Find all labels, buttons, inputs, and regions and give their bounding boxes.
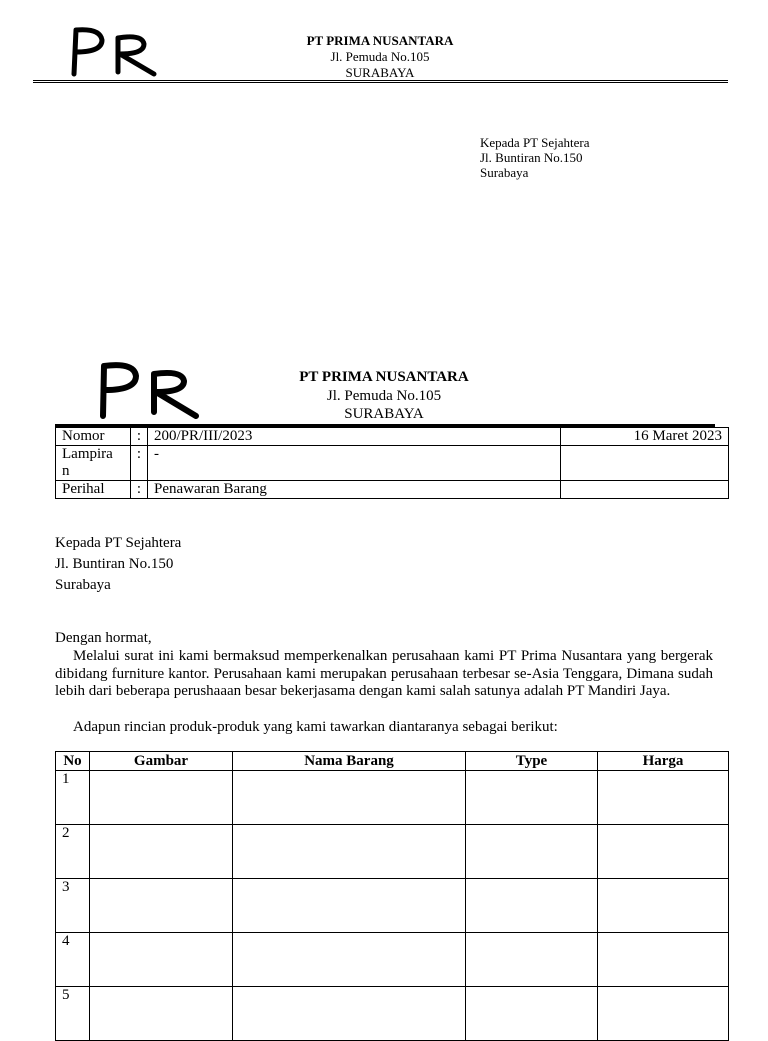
- cell-gambar: [90, 825, 233, 879]
- row-number: 2: [56, 825, 90, 879]
- header-divider: [33, 80, 728, 81]
- cell-harga: [598, 825, 729, 879]
- column-header-gambar: Gambar: [90, 752, 233, 771]
- cell-type: [466, 879, 598, 933]
- pr-logo-mark: [68, 26, 160, 78]
- meta-colon: :: [131, 428, 148, 446]
- cell-harga: [598, 987, 729, 1041]
- cell-nama-barang: [233, 987, 466, 1041]
- meta-value: Penawaran Barang: [148, 481, 561, 499]
- cell-type: [466, 771, 598, 825]
- column-header-harga: Harga: [598, 752, 729, 771]
- meta-colon: :: [131, 481, 148, 499]
- meta-label: Nomor: [56, 428, 131, 446]
- cell-type: [466, 933, 598, 987]
- greeting: Dengan hormat,: [55, 630, 152, 646]
- cell-nama-barang: [233, 825, 466, 879]
- header-divider: [33, 82, 728, 83]
- recipient-address: Jl. Buntiran No.150: [55, 556, 174, 572]
- meta-row-perihal: [56, 481, 729, 499]
- company-logo: [68, 26, 160, 78]
- row-number: 5: [56, 987, 90, 1041]
- meta-value: -: [148, 446, 561, 481]
- meta-label: Lampira n: [56, 446, 131, 481]
- row-number: 4: [56, 933, 90, 987]
- meta-label: Perihal: [56, 481, 131, 499]
- cell-type: [466, 987, 598, 1041]
- column-header-no: No: [56, 752, 90, 771]
- column-header-type: Type: [466, 752, 598, 771]
- company-name: PT PRIMA NUSANTARA: [306, 33, 454, 48]
- table-row: [56, 933, 729, 987]
- recipient-address: Jl. Buntiran No.150: [480, 150, 583, 165]
- meta-row-nomor: [56, 428, 729, 446]
- cell-gambar: [90, 879, 233, 933]
- company-address: Jl. Pemuda No.105: [326, 388, 442, 404]
- recipient-city: Surabaya: [55, 577, 111, 593]
- row-number: 3: [56, 879, 90, 933]
- table-row: [56, 879, 729, 933]
- cell-harga: [598, 933, 729, 987]
- cell-nama-barang: [233, 933, 466, 987]
- column-header-nama-barang: Nama Barang: [233, 752, 466, 771]
- meta-colon: :: [131, 446, 148, 481]
- recipient-city: Surabaya: [480, 165, 529, 180]
- table-row: [56, 771, 729, 825]
- pr-logo-mark: [96, 360, 202, 420]
- row-number: 1: [56, 771, 90, 825]
- cell-harga: [598, 879, 729, 933]
- cell-nama-barang: [233, 771, 466, 825]
- company-address: Jl. Pemuda No.105: [330, 49, 430, 64]
- letter-date: 16 Maret 2023: [561, 428, 729, 446]
- meta-empty-cell: [561, 446, 729, 481]
- company-city: SURABAYA: [344, 406, 424, 422]
- company-name: PT PRIMA NUSANTARA: [299, 369, 469, 385]
- recipient-name: Kepada PT Sejahtera: [480, 135, 590, 150]
- table-row: [56, 825, 729, 879]
- cell-gambar: [90, 771, 233, 825]
- recipient-name: Kepada PT Sejahtera: [55, 535, 182, 551]
- meta-row-lampiran: [56, 446, 729, 481]
- cell-type: [466, 825, 598, 879]
- body-paragraph: Melalui surat ini kami bermaksud memperkenalkan perusahaan kami PT Prima Nusantara yang bergerak dibidang furniture kantor. Perusahaan kami merupakan perusahaan terbesar se-Asia Tenggara, Dimana sudah lebih dari beberapa perushaaan besar bekerjasama dengan kami salah satunya adalah PT Mandiri Jaya.: [55, 648, 713, 699]
- company-logo: [96, 360, 202, 420]
- company-city: SURABAYA: [345, 65, 415, 80]
- meta-value: 200/PR/III/2023: [148, 428, 561, 446]
- table-header-row: [56, 752, 729, 771]
- cell-gambar: [90, 987, 233, 1041]
- table-row: [56, 987, 729, 1041]
- product-table: [55, 751, 729, 1041]
- cell-nama-barang: [233, 879, 466, 933]
- cell-harga: [598, 771, 729, 825]
- meta-empty-cell: [561, 481, 729, 499]
- body-paragraph: Adapun rincian produk-produk yang kami tawarkan diantaranya sebagai berikut:: [73, 719, 558, 735]
- letter-meta-table: [55, 427, 729, 499]
- cell-gambar: [90, 933, 233, 987]
